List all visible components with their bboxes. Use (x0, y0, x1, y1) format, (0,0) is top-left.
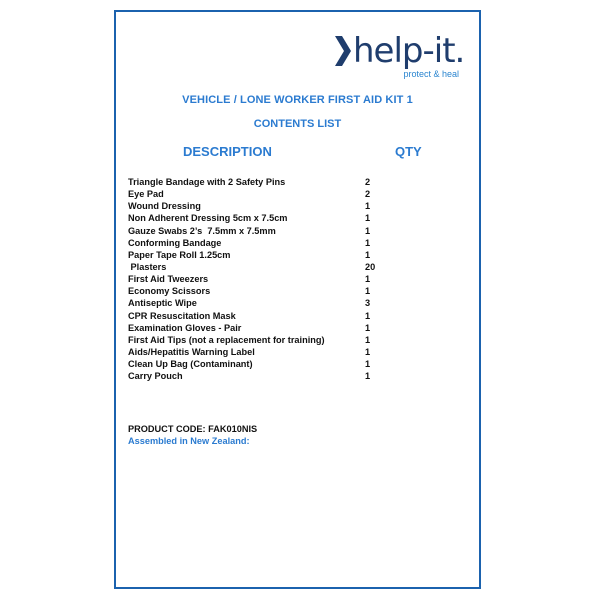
item-qty: 1 (365, 213, 371, 224)
list-item (128, 249, 458, 261)
list-item (128, 261, 458, 273)
list-item (128, 212, 458, 224)
list-item (128, 188, 458, 200)
list-item (128, 176, 458, 188)
kit-title: VEHICLE / LONE WORKER FIRST AID KIT 1 (182, 94, 413, 106)
item-qty: 1 (365, 249, 371, 260)
item-qty: 1 (365, 274, 371, 285)
chevron-right-icon (335, 36, 351, 66)
document-sheet (114, 10, 481, 589)
list-item (128, 334, 458, 346)
list-item (128, 237, 458, 249)
item-qty: 1 (365, 286, 371, 297)
item-description: Conforming Bandage (128, 237, 222, 248)
list-item (128, 346, 458, 358)
item-qty: 1 (365, 237, 371, 248)
list-item (128, 310, 458, 322)
item-qty: 1 (365, 359, 371, 370)
item-qty: 1 (365, 346, 371, 357)
logo-brand-text: help-it. (353, 31, 465, 71)
item-description: Gauze Swabs 2’s 7.5mm x 7.5mm (128, 225, 276, 236)
item-qty: 1 (365, 201, 371, 212)
item-qty: 20 (365, 261, 376, 272)
item-qty: 1 (365, 225, 371, 236)
item-description: Economy Scissors (128, 286, 211, 297)
list-item (128, 370, 458, 382)
item-qty: 1 (365, 334, 371, 345)
contents-list-title: CONTENTS LIST (253, 118, 342, 130)
item-description: First Aid Tips (not a replacement for training) (128, 334, 325, 345)
item-qty: 3 (365, 298, 371, 309)
product-code: PRODUCT CODE: FAK010NIS (128, 424, 258, 434)
item-description: Antiseptic Wipe (128, 298, 197, 309)
list-item (128, 200, 458, 212)
item-description: CPR Resuscitation Mask (128, 310, 236, 321)
list-item (128, 297, 458, 309)
item-qty: 2 (365, 177, 371, 187)
list-item (128, 273, 458, 285)
item-description: Plasters (128, 261, 167, 272)
logo-tagline: protect & heal (403, 69, 459, 79)
item-description: Non Adherent Dressing 5cm x 7.5cm (128, 213, 288, 224)
item-description: Aids/Hepatitis Warning Label (128, 346, 255, 357)
description-column-header: DESCRIPTION (183, 144, 272, 159)
item-description: Wound Dressing (128, 201, 201, 212)
item-qty: 1 (365, 322, 371, 333)
item-description: Eye Pad (128, 189, 164, 200)
item-qty: 1 (365, 310, 371, 321)
assembled-in-label: Assembled in New Zealand: (128, 436, 250, 446)
item-description: Clean Up Bag (Contaminant) (128, 359, 253, 370)
item-description: Examination Gloves - Pair (128, 322, 242, 333)
item-description: First Aid Tweezers (128, 274, 209, 285)
item-description: Triangle Bandage with 2 Safety Pins (128, 177, 286, 187)
item-qty: 1 (365, 371, 371, 382)
qty-column-header: QTY (395, 144, 422, 159)
item-description: Paper Tape Roll 1.25cm (128, 249, 231, 260)
list-item (128, 322, 458, 334)
item-description: Carry Pouch (128, 371, 183, 382)
item-qty: 2 (365, 189, 371, 200)
list-item (128, 225, 458, 237)
contents-list (128, 176, 458, 382)
list-item (128, 285, 458, 297)
logo-wordmark (335, 31, 465, 71)
list-item (128, 358, 458, 370)
help-it-logo (335, 31, 465, 82)
